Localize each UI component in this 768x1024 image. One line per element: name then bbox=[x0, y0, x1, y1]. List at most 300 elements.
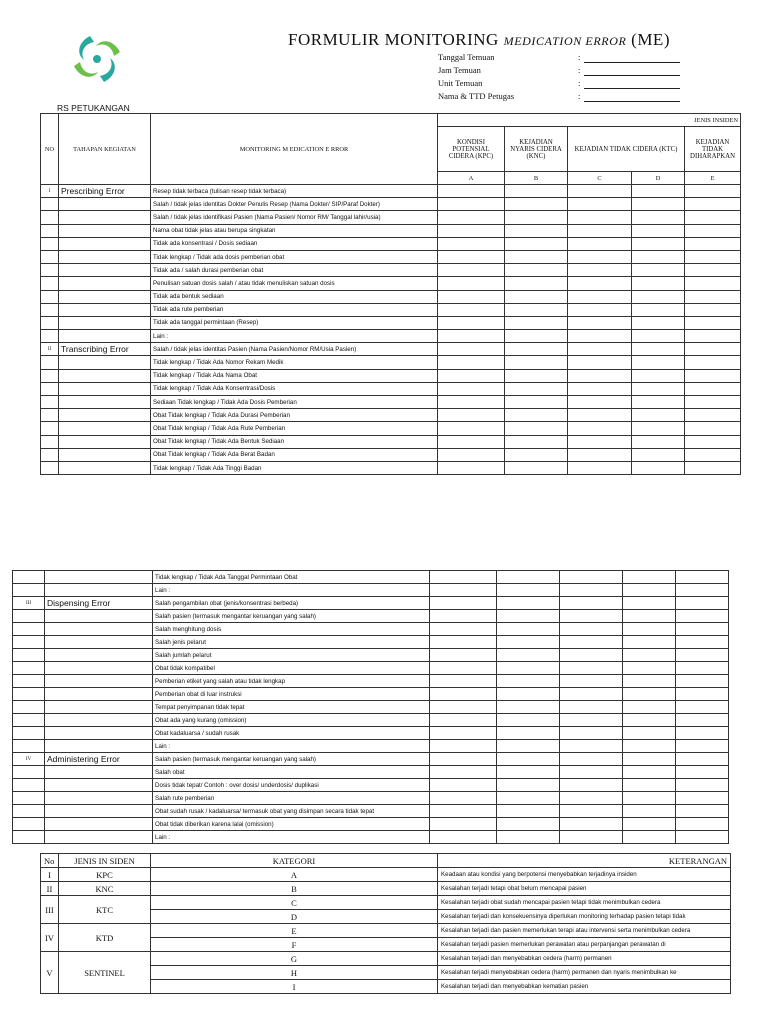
checkbox-cell[interactable] bbox=[676, 675, 729, 688]
checkbox-cell[interactable] bbox=[685, 198, 741, 211]
checkbox-cell[interactable] bbox=[497, 831, 560, 844]
meta-field-colon: : bbox=[578, 52, 581, 62]
checkbox-cell[interactable] bbox=[568, 237, 632, 250]
table-row bbox=[41, 343, 741, 356]
row-number bbox=[13, 740, 45, 753]
checkbox-cell[interactable] bbox=[505, 224, 568, 237]
checkbox-cell[interactable] bbox=[438, 369, 505, 382]
checkbox-cell[interactable] bbox=[560, 701, 623, 714]
checkbox-cell[interactable] bbox=[676, 597, 729, 610]
checkbox-cell[interactable] bbox=[676, 688, 729, 701]
checkbox-cell[interactable] bbox=[676, 623, 729, 636]
table-row bbox=[13, 688, 729, 701]
row-number bbox=[13, 610, 45, 623]
checkbox-cell[interactable] bbox=[676, 662, 729, 675]
checkbox-cell[interactable] bbox=[623, 584, 676, 597]
checkbox-cell[interactable] bbox=[623, 571, 676, 584]
checkbox-cell[interactable] bbox=[560, 571, 623, 584]
checkbox-cell[interactable] bbox=[568, 448, 632, 461]
legend-keterangan: Keadaan atau kondisi yang berpotensi menyebabkan terjadinya insiden bbox=[438, 868, 731, 882]
checkbox-cell[interactable] bbox=[676, 792, 729, 805]
checkbox-cell[interactable] bbox=[497, 636, 560, 649]
checkbox-cell[interactable] bbox=[438, 343, 505, 356]
checkbox-cell[interactable] bbox=[676, 740, 729, 753]
checkbox-cell[interactable] bbox=[497, 753, 560, 766]
checkbox-cell[interactable] bbox=[497, 597, 560, 610]
row-number bbox=[41, 303, 59, 316]
checkbox-cell[interactable] bbox=[685, 448, 741, 461]
checkbox-cell[interactable] bbox=[430, 701, 497, 714]
checkbox-cell[interactable] bbox=[505, 382, 568, 395]
checkbox-cell[interactable] bbox=[505, 409, 568, 422]
col-header-ktd: KEJADIAN TIDAK DIHARAPKAN bbox=[685, 127, 741, 172]
checkbox-cell[interactable] bbox=[632, 250, 685, 263]
row-number bbox=[13, 792, 45, 805]
row-description: Tidak ada / salah durasi pemberian obat bbox=[151, 264, 438, 277]
row-description: Resep tidak terbaca (tulisan resep tidak terbaca) bbox=[151, 185, 438, 198]
checkbox-cell[interactable] bbox=[568, 409, 632, 422]
checkbox-cell[interactable] bbox=[438, 422, 505, 435]
checkbox-cell[interactable] bbox=[430, 597, 497, 610]
checkbox-cell[interactable] bbox=[497, 571, 560, 584]
checkbox-cell[interactable] bbox=[685, 409, 741, 422]
checkbox-cell[interactable] bbox=[568, 422, 632, 435]
row-description: Obat tidak diberikan karena lalai (omission) bbox=[153, 818, 430, 831]
checkbox-cell[interactable] bbox=[568, 316, 632, 329]
checkbox-cell[interactable] bbox=[497, 649, 560, 662]
checkbox-cell[interactable] bbox=[497, 688, 560, 701]
checkbox-cell[interactable] bbox=[430, 714, 497, 727]
checkbox-cell[interactable] bbox=[623, 649, 676, 662]
checkbox-cell[interactable] bbox=[438, 290, 505, 303]
checkbox-cell[interactable] bbox=[632, 185, 685, 198]
row-section bbox=[59, 396, 151, 409]
checkbox-cell[interactable] bbox=[505, 198, 568, 211]
checkbox-cell[interactable] bbox=[623, 740, 676, 753]
checkbox-cell[interactable] bbox=[623, 805, 676, 818]
legend-kategori: I bbox=[151, 980, 438, 994]
col-header-kpc: KONDISI POTENSIAL CIDERA (KPC) bbox=[438, 127, 505, 172]
row-section bbox=[45, 740, 153, 753]
checkbox-cell[interactable] bbox=[685, 290, 741, 303]
checkbox-cell[interactable] bbox=[632, 330, 685, 343]
checkbox-cell[interactable] bbox=[430, 636, 497, 649]
checkbox-cell[interactable] bbox=[632, 435, 685, 448]
checkbox-cell[interactable] bbox=[505, 435, 568, 448]
row-section bbox=[45, 805, 153, 818]
checkbox-cell[interactable] bbox=[560, 623, 623, 636]
checkbox-cell[interactable] bbox=[560, 662, 623, 675]
checkbox-cell[interactable] bbox=[505, 356, 568, 369]
checkbox-cell[interactable] bbox=[430, 649, 497, 662]
checkbox-cell[interactable] bbox=[685, 237, 741, 250]
row-number bbox=[41, 264, 59, 277]
checkbox-cell[interactable] bbox=[568, 330, 632, 343]
checkbox-cell[interactable] bbox=[632, 211, 685, 224]
checkbox-cell[interactable] bbox=[438, 356, 505, 369]
checkbox-cell[interactable] bbox=[505, 277, 568, 290]
row-section bbox=[59, 356, 151, 369]
checkbox-cell[interactable] bbox=[430, 805, 497, 818]
checkbox-cell[interactable] bbox=[438, 264, 505, 277]
meta-field-input[interactable] bbox=[584, 90, 680, 102]
row-number bbox=[41, 356, 59, 369]
checkbox-cell[interactable] bbox=[560, 727, 623, 740]
checkbox-cell[interactable] bbox=[505, 343, 568, 356]
checkbox-cell[interactable] bbox=[505, 461, 568, 474]
checkbox-cell[interactable] bbox=[560, 818, 623, 831]
checkbox-cell[interactable] bbox=[430, 831, 497, 844]
checkbox-cell[interactable] bbox=[560, 649, 623, 662]
checkbox-cell[interactable] bbox=[430, 610, 497, 623]
checkbox-cell[interactable] bbox=[632, 237, 685, 250]
col-header-letter: B bbox=[505, 172, 568, 185]
checkbox-cell[interactable] bbox=[632, 422, 685, 435]
checkbox-cell[interactable] bbox=[505, 264, 568, 277]
row-number: I bbox=[41, 185, 59, 198]
checkbox-cell[interactable] bbox=[438, 448, 505, 461]
checkbox-cell[interactable] bbox=[632, 448, 685, 461]
checkbox-cell[interactable] bbox=[685, 264, 741, 277]
checkbox-cell[interactable] bbox=[568, 435, 632, 448]
checkbox-cell[interactable] bbox=[623, 727, 676, 740]
table-row bbox=[13, 818, 729, 831]
checkbox-cell[interactable] bbox=[676, 571, 729, 584]
checkbox-cell[interactable] bbox=[438, 382, 505, 395]
row-description: Nama obat tidak jelas atau berupa singkatan bbox=[151, 224, 438, 237]
checkbox-cell[interactable] bbox=[438, 237, 505, 250]
row-number bbox=[13, 649, 45, 662]
checkbox-cell[interactable] bbox=[568, 396, 632, 409]
legend-kategori: C bbox=[151, 896, 438, 910]
checkbox-cell[interactable] bbox=[430, 779, 497, 792]
checkbox-cell[interactable] bbox=[676, 818, 729, 831]
row-section bbox=[59, 264, 151, 277]
checkbox-cell[interactable] bbox=[505, 422, 568, 435]
checkbox-cell[interactable] bbox=[505, 185, 568, 198]
checkbox-cell[interactable] bbox=[676, 636, 729, 649]
checkbox-cell[interactable] bbox=[685, 382, 741, 395]
checkbox-cell[interactable] bbox=[560, 636, 623, 649]
legend-row bbox=[41, 924, 731, 938]
checkbox-cell[interactable] bbox=[560, 584, 623, 597]
table-header-row bbox=[41, 114, 741, 127]
checkbox-cell[interactable] bbox=[632, 356, 685, 369]
checkbox-cell[interactable] bbox=[560, 675, 623, 688]
row-description: Salah rute pemberian bbox=[153, 792, 430, 805]
table-row bbox=[13, 831, 729, 844]
checkbox-cell[interactable] bbox=[632, 409, 685, 422]
checkbox-cell[interactable] bbox=[685, 316, 741, 329]
checkbox-cell[interactable] bbox=[632, 316, 685, 329]
checkbox-cell[interactable] bbox=[632, 264, 685, 277]
checkbox-cell[interactable] bbox=[685, 396, 741, 409]
table-row bbox=[13, 623, 729, 636]
checkbox-cell[interactable] bbox=[623, 714, 676, 727]
row-number bbox=[41, 250, 59, 263]
row-number: IV bbox=[13, 753, 45, 766]
checkbox-cell[interactable] bbox=[505, 369, 568, 382]
checkbox-cell[interactable] bbox=[632, 224, 685, 237]
checkbox-cell[interactable] bbox=[438, 303, 505, 316]
checkbox-cell[interactable] bbox=[438, 250, 505, 263]
checkbox-cell[interactable] bbox=[438, 211, 505, 224]
row-section bbox=[59, 224, 151, 237]
row-number bbox=[13, 662, 45, 675]
checkbox-cell[interactable] bbox=[438, 277, 505, 290]
table-row bbox=[41, 303, 741, 316]
checkbox-cell[interactable] bbox=[497, 727, 560, 740]
legend-no: V bbox=[41, 952, 59, 994]
checkbox-cell[interactable] bbox=[430, 662, 497, 675]
col-header-monitoring: MONITORING M EDICATION E RROR bbox=[151, 114, 438, 185]
meta-field-label: Jam Temuan bbox=[438, 65, 481, 75]
checkbox-cell[interactable] bbox=[676, 714, 729, 727]
checkbox-cell[interactable] bbox=[560, 714, 623, 727]
checkbox-cell[interactable] bbox=[430, 753, 497, 766]
checkbox-cell[interactable] bbox=[623, 688, 676, 701]
checkbox-cell[interactable] bbox=[438, 461, 505, 474]
checkbox-cell[interactable] bbox=[568, 461, 632, 474]
checkbox-cell[interactable] bbox=[632, 396, 685, 409]
checkbox-cell[interactable] bbox=[568, 369, 632, 382]
checkbox-cell[interactable] bbox=[497, 740, 560, 753]
meta-field-label: Tanggal Temuan bbox=[438, 52, 495, 62]
checkbox-cell[interactable] bbox=[568, 198, 632, 211]
checkbox-cell[interactable] bbox=[430, 792, 497, 805]
checkbox-cell[interactable] bbox=[505, 237, 568, 250]
checkbox-cell[interactable] bbox=[685, 303, 741, 316]
checkbox-cell[interactable] bbox=[623, 675, 676, 688]
checkbox-cell[interactable] bbox=[497, 701, 560, 714]
checkbox-cell[interactable] bbox=[623, 766, 676, 779]
checkbox-cell[interactable] bbox=[497, 792, 560, 805]
legend-keterangan: Kesalahan terjadi pasien memerlukan perawatan atau perpanjangan perawatan di bbox=[438, 938, 731, 952]
checkbox-cell[interactable] bbox=[623, 779, 676, 792]
checkbox-cell[interactable] bbox=[568, 185, 632, 198]
checkbox-cell[interactable] bbox=[568, 303, 632, 316]
checkbox-cell[interactable] bbox=[685, 185, 741, 198]
checkbox-cell[interactable] bbox=[568, 264, 632, 277]
checkbox-cell[interactable] bbox=[497, 610, 560, 623]
checkbox-cell[interactable] bbox=[685, 250, 741, 263]
table-row bbox=[41, 224, 741, 237]
meta-field-input[interactable] bbox=[584, 51, 680, 63]
checkbox-cell[interactable] bbox=[685, 277, 741, 290]
checkbox-cell[interactable] bbox=[632, 369, 685, 382]
checkbox-cell[interactable] bbox=[685, 422, 741, 435]
row-section bbox=[59, 422, 151, 435]
row-section bbox=[45, 662, 153, 675]
row-section bbox=[59, 303, 151, 316]
legend-keterangan: Kesalahan terjadi dan menyebabkan kematian pasien bbox=[438, 980, 731, 994]
checkbox-cell[interactable] bbox=[430, 688, 497, 701]
checkbox-cell[interactable] bbox=[685, 343, 741, 356]
row-description: Obat Tidak lengkap / Tidak Ada Berat Badan bbox=[151, 448, 438, 461]
row-section bbox=[45, 571, 153, 584]
row-section bbox=[45, 727, 153, 740]
row-number bbox=[13, 779, 45, 792]
checkbox-cell[interactable] bbox=[676, 727, 729, 740]
checkbox-cell[interactable] bbox=[632, 382, 685, 395]
row-section bbox=[59, 461, 151, 474]
checkbox-cell[interactable] bbox=[497, 714, 560, 727]
checkbox-cell[interactable] bbox=[623, 792, 676, 805]
checkbox-cell[interactable] bbox=[430, 740, 497, 753]
checkbox-cell[interactable] bbox=[676, 649, 729, 662]
row-number bbox=[41, 330, 59, 343]
row-section bbox=[45, 831, 153, 844]
checkbox-cell[interactable] bbox=[505, 303, 568, 316]
checkbox-cell[interactable] bbox=[560, 766, 623, 779]
checkbox-cell[interactable] bbox=[685, 356, 741, 369]
checkbox-cell[interactable] bbox=[632, 343, 685, 356]
checkbox-cell[interactable] bbox=[623, 636, 676, 649]
checkbox-cell[interactable] bbox=[438, 409, 505, 422]
row-section: Prescribing Error bbox=[59, 185, 151, 198]
row-section bbox=[45, 714, 153, 727]
row-number bbox=[41, 369, 59, 382]
checkbox-cell[interactable] bbox=[505, 448, 568, 461]
checkbox-cell[interactable] bbox=[560, 740, 623, 753]
checkbox-cell[interactable] bbox=[676, 584, 729, 597]
checkbox-cell[interactable] bbox=[568, 250, 632, 263]
checkbox-cell[interactable] bbox=[438, 396, 505, 409]
checkbox-cell[interactable] bbox=[568, 343, 632, 356]
checkbox-cell[interactable] bbox=[623, 597, 676, 610]
legend-jenis: KPC bbox=[59, 868, 151, 882]
row-description: Tidak lengkap / Tidak ada dosis pemberian obat bbox=[151, 250, 438, 263]
checkbox-cell[interactable] bbox=[560, 597, 623, 610]
legend-jenis: SENTINEL bbox=[59, 952, 151, 994]
checkbox-cell[interactable] bbox=[560, 610, 623, 623]
checkbox-cell[interactable] bbox=[632, 198, 685, 211]
checkbox-cell[interactable] bbox=[568, 224, 632, 237]
checkbox-cell[interactable] bbox=[632, 461, 685, 474]
checkbox-cell[interactable] bbox=[568, 290, 632, 303]
row-description: Tempat penyimpanan tidak tepat bbox=[153, 701, 430, 714]
checkbox-cell[interactable] bbox=[685, 211, 741, 224]
row-description: Salah obat bbox=[153, 766, 430, 779]
checkbox-cell[interactable] bbox=[430, 675, 497, 688]
checkbox-cell[interactable] bbox=[685, 224, 741, 237]
checkbox-cell[interactable] bbox=[568, 356, 632, 369]
table-row bbox=[41, 435, 741, 448]
checkbox-cell[interactable] bbox=[623, 701, 676, 714]
checkbox-cell[interactable] bbox=[623, 831, 676, 844]
checkbox-cell[interactable] bbox=[438, 330, 505, 343]
checkbox-cell[interactable] bbox=[497, 766, 560, 779]
checkbox-cell[interactable] bbox=[505, 330, 568, 343]
checkbox-cell[interactable] bbox=[685, 461, 741, 474]
checkbox-cell[interactable] bbox=[685, 369, 741, 382]
table-row bbox=[41, 211, 741, 224]
checkbox-cell[interactable] bbox=[497, 779, 560, 792]
table-row bbox=[13, 701, 729, 714]
table-row bbox=[13, 766, 729, 779]
meta-field-input[interactable] bbox=[584, 77, 680, 89]
checkbox-cell[interactable] bbox=[632, 277, 685, 290]
checkbox-cell[interactable] bbox=[430, 571, 497, 584]
checkbox-cell[interactable] bbox=[623, 818, 676, 831]
row-number bbox=[13, 727, 45, 740]
table-row bbox=[13, 571, 729, 584]
checkbox-cell[interactable] bbox=[560, 753, 623, 766]
checkbox-cell[interactable] bbox=[497, 675, 560, 688]
checkbox-cell[interactable] bbox=[438, 224, 505, 237]
checkbox-cell[interactable] bbox=[676, 753, 729, 766]
checkbox-cell[interactable] bbox=[497, 584, 560, 597]
checkbox-cell[interactable] bbox=[430, 584, 497, 597]
checkbox-cell[interactable] bbox=[676, 766, 729, 779]
checkbox-cell[interactable] bbox=[505, 250, 568, 263]
col-header-letter: E bbox=[685, 172, 741, 185]
checkbox-cell[interactable] bbox=[632, 290, 685, 303]
checkbox-cell[interactable] bbox=[676, 831, 729, 844]
checkbox-cell[interactable] bbox=[438, 185, 505, 198]
checkbox-cell[interactable] bbox=[568, 382, 632, 395]
checkbox-cell[interactable] bbox=[623, 662, 676, 675]
checkbox-cell[interactable] bbox=[560, 805, 623, 818]
checkbox-cell[interactable] bbox=[497, 662, 560, 675]
row-section bbox=[45, 649, 153, 662]
checkbox-cell[interactable] bbox=[568, 277, 632, 290]
checkbox-cell[interactable] bbox=[430, 766, 497, 779]
checkbox-cell[interactable] bbox=[438, 435, 505, 448]
meta-field bbox=[438, 64, 680, 77]
col-header-letter: D bbox=[632, 172, 685, 185]
checkbox-cell[interactable] bbox=[497, 818, 560, 831]
checkbox-cell[interactable] bbox=[632, 303, 685, 316]
checkbox-cell[interactable] bbox=[430, 727, 497, 740]
checkbox-cell[interactable] bbox=[505, 396, 568, 409]
checkbox-cell[interactable] bbox=[438, 316, 505, 329]
col-header-no: NO bbox=[41, 114, 59, 185]
checkbox-cell[interactable] bbox=[623, 610, 676, 623]
row-number bbox=[41, 316, 59, 329]
checkbox-cell[interactable] bbox=[430, 818, 497, 831]
checkbox-cell[interactable] bbox=[505, 316, 568, 329]
row-description: Salah pengambilan obat (jenis/konsentrasi berbeda) bbox=[153, 597, 430, 610]
checkbox-cell[interactable] bbox=[623, 753, 676, 766]
checkbox-cell[interactable] bbox=[560, 792, 623, 805]
checkbox-cell[interactable] bbox=[560, 779, 623, 792]
checkbox-cell[interactable] bbox=[430, 623, 497, 636]
checkbox-cell[interactable] bbox=[685, 435, 741, 448]
checkbox-cell[interactable] bbox=[676, 610, 729, 623]
legend-row bbox=[41, 896, 731, 910]
checkbox-cell[interactable] bbox=[505, 290, 568, 303]
hospital-logo bbox=[70, 32, 124, 86]
checkbox-cell[interactable] bbox=[685, 330, 741, 343]
row-description: Obat Tidak lengkap / Tidak Ada Bentuk Sediaan bbox=[151, 435, 438, 448]
checkbox-cell[interactable] bbox=[438, 198, 505, 211]
checkbox-cell[interactable] bbox=[623, 623, 676, 636]
checkbox-cell[interactable] bbox=[560, 688, 623, 701]
checkbox-cell[interactable] bbox=[676, 701, 729, 714]
checkbox-cell[interactable] bbox=[497, 805, 560, 818]
checkbox-cell[interactable] bbox=[560, 831, 623, 844]
checkbox-cell[interactable] bbox=[676, 805, 729, 818]
form-meta-fields bbox=[438, 51, 680, 103]
checkbox-cell[interactable] bbox=[505, 211, 568, 224]
checkbox-cell[interactable] bbox=[676, 779, 729, 792]
col-header-letter: A bbox=[438, 172, 505, 185]
meta-field-colon: : bbox=[578, 91, 581, 101]
checkbox-cell[interactable] bbox=[497, 623, 560, 636]
meta-field-input[interactable] bbox=[584, 64, 680, 76]
checkbox-cell[interactable] bbox=[568, 211, 632, 224]
